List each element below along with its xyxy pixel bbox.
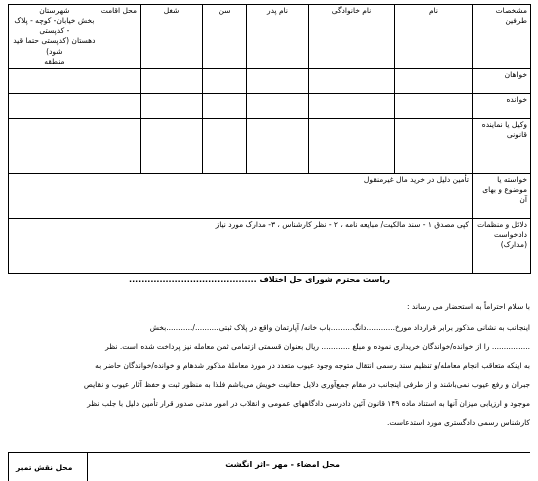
salutation: با سلام احتراماً به استحضار می رساند : — [407, 302, 530, 311]
defendant-family-cell[interactable] — [309, 93, 395, 118]
parties-table — [8, 4, 531, 274]
residence-label: محل اقامت — [100, 6, 137, 15]
loc-line: دهستان (کدپستی حتما قید شود) — [13, 36, 96, 56]
lawyer-name-cell[interactable] — [395, 118, 473, 173]
defendant-name-cell[interactable] — [395, 93, 473, 118]
defendant-father-cell[interactable] — [247, 93, 309, 118]
loc-line: بخش خیابان- کوچه - پلاک - کدپستی — [14, 16, 95, 36]
lawyer-address-cell[interactable] — [9, 118, 141, 173]
row-defendant-label: خوانده — [473, 93, 531, 118]
row-plaintiff-label: خواهان — [473, 68, 531, 93]
body-line: موجود و ارزیابی میزان آنها به استناد ماده ۱۴۹ قانون آئین دادرسی دادگاههای عمومی و انقلاب در امور مدنی صدور قرار تأمین دلیل با جلب نظر — [87, 399, 530, 408]
header-job: شغل — [141, 5, 203, 69]
request-value: تأمین دلیل در خرید مال غیرمنقول — [9, 173, 473, 218]
header-name: نام — [395, 5, 473, 69]
body-line: ................ را از خوانده/خواندگان خریداری نموده و مبلغ ............ ریال بعنوان قسمتی ازتمامی ثمن معامله نیز پرداخت شده است. نظر — [105, 342, 530, 351]
body-line: کارشناس رسمی دادگستری مورد استدعاست. — [386, 418, 530, 427]
heading-title: ریاست محترم شورای حل اختلاف .......................................... — [129, 275, 390, 284]
plaintiff-family-cell[interactable] — [309, 68, 395, 93]
plaintiff-age-cell[interactable] — [203, 68, 247, 93]
header-residence — [9, 5, 141, 69]
plaintiff-father-cell[interactable] — [247, 68, 309, 93]
body-line: اینجانب به نشانی مذکور برابر قرارداد مورخ............دانگ.........باب خانه/ آپارتمان واقع در پلاک ثبتی........../...........بخش — [149, 323, 530, 332]
header-specs: مشخصات طرفین — [473, 5, 531, 69]
addressee-heading — [8, 266, 530, 296]
location-details — [12, 6, 97, 67]
lawyer-age-cell[interactable] — [203, 118, 247, 173]
defendant-job-cell[interactable] — [141, 93, 203, 118]
lawyer-job-cell[interactable] — [141, 118, 203, 173]
row-lawyer-label: وکیل یا نماینده قانونی — [473, 118, 531, 173]
evidence-value: کپی مصدق ۱ - سند مالکیت/ مبایعه نامه ، ۲ - نظر کارشناس ، ۳- مدارک مورد نیاز — [9, 218, 473, 273]
loc-line: منطقه — [44, 56, 65, 66]
plaintiff-address-cell[interactable] — [9, 68, 141, 93]
header-father: نام پدر — [247, 5, 309, 69]
lawyer-family-cell[interactable] — [309, 118, 395, 173]
lawyer-father-cell[interactable] — [247, 118, 309, 173]
header-family: نام خانوادگی — [309, 5, 395, 69]
defendant-age-cell[interactable] — [203, 93, 247, 118]
plaintiff-job-cell[interactable] — [141, 68, 203, 93]
row-evidence-label: دلائل و منظمات دادخواست (مدارک) — [473, 218, 531, 273]
stamp-label: محل نقش تمبر — [16, 463, 73, 472]
plaintiff-name-cell[interactable] — [395, 68, 473, 93]
loc-line: شهرستان — [39, 6, 70, 15]
body-line: به اینکه متعاقب انجام معامله/و تنظیم سند رسمی انتقال متوجه وجود عیوب متعدد در مورد معاملهٔ مذکور شدهام و خوانده/خواندگان حاضر به — [95, 361, 530, 370]
body-line: جبران و رفع عیوب نمی‌باشند و از طرفی اینجانب در مقام جمع‌آوری دلایل حقانیت خویش می‌باشم فلذا به منظور ثبت و حفظ آثار عیوب و نقایص — [83, 380, 530, 389]
defendant-address-cell[interactable] — [9, 93, 141, 118]
petition-body — [8, 318, 530, 432]
header-age: سن — [203, 5, 247, 69]
signature-label: محل امضاء - مهر –اثر انگشت — [225, 460, 340, 469]
row-request-label: خواسته یا موضوع و بهای آن — [473, 173, 531, 218]
